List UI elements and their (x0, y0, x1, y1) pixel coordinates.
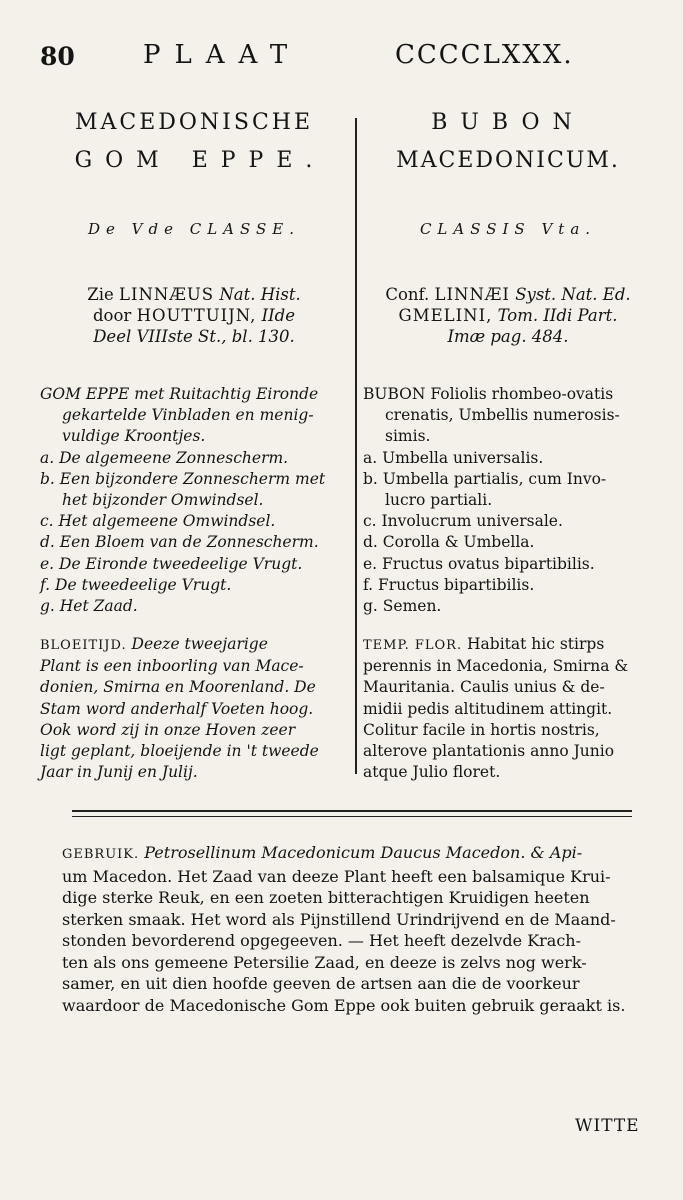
right-title-line1: BUBON (431, 110, 585, 135)
bloeitijd-line: Jaar in Junij en Julij. (40, 763, 198, 782)
plate-label: PLAAT (143, 40, 302, 70)
temp-flor-line: perennis in Macedonia, Smirna & (363, 657, 629, 676)
gebruik-label: GEBRUIK. (62, 847, 140, 862)
list-item: e. Fructus ovatus bipartibilis. (363, 554, 595, 573)
list-item: b. Een bijzondere Zonnescherm met (40, 469, 326, 488)
page-number: 80 (40, 42, 75, 71)
temp-flor-paragraph (363, 634, 653, 783)
gebruik-line: waardoor de Macedonische Gom Eppe ook buiten gebruik geraakt is. (62, 995, 626, 1015)
list-item: gekartelde Vinbladen en menig- (62, 406, 314, 425)
ref-line3: Deel VIIIste St., bl. 130. (93, 327, 295, 346)
ref-author: LINNÆI (434, 285, 510, 304)
list-item: a. Umbella universalis. (363, 448, 544, 467)
right-reference (363, 284, 653, 347)
ref-translator: HOUTTUIJN, (136, 306, 257, 325)
ref-line3: Imæ pag. 484. (447, 327, 569, 346)
temp-flor-line: midii pedis altitudinem attingit. (363, 699, 613, 718)
bloeitijd-line: ligt geplant, bloeijende in 't tweede (40, 742, 319, 761)
temp-flor-line: Colitur facile in hortis nostris, (363, 720, 600, 739)
temp-flor-line: atque Julio floret. (363, 763, 501, 782)
left-classe: De Vde CLASSE. (87, 220, 301, 238)
list-item: c. Het algemeene Omwindsel. (40, 512, 276, 531)
list-item: a. De algemeene Zonnescherm. (40, 448, 289, 467)
list-item: f. De tweedeelige Vrugt. (40, 575, 232, 594)
ref-editor: GMELINI, (398, 306, 493, 325)
bloeitijd-line: Ook word zij in onze Hoven zeer (40, 720, 296, 739)
gebruik-line: um Macedon. Het Zaad van deeze Plant heeft een balsamique Krui- (62, 866, 611, 886)
list-item: BUBON Foliolis rhombeo-ovatis (363, 385, 614, 403)
gebruik-line: Petrosellinum Macedonicum Daucus Macedon. & Api- (144, 843, 583, 862)
catchword: WITTE (575, 1116, 640, 1136)
left-reference (40, 284, 348, 347)
ref-deel: IIde (261, 306, 295, 325)
bloeitijd-label: BLOEITIJD. (40, 638, 127, 653)
list-item: crenatis, Umbellis numerosis- (385, 406, 620, 425)
left-description (40, 384, 348, 617)
ref-nat-hist: Nat. Hist. (219, 285, 301, 304)
list-item: simis. (385, 427, 431, 446)
temp-flor-label: TEMP. FLOR. (363, 638, 463, 653)
list-item: g. Het Zaad. (40, 597, 138, 616)
temp-flor-line: alterove plantationis anno Junio (363, 742, 615, 761)
bloeitijd-paragraph (40, 634, 348, 783)
right-title-line2: MACEDONICUM. (396, 148, 620, 173)
list-item: e. De Eironde tweedeelige Vrugt. (40, 554, 303, 573)
ref-author: LINNÆUS (119, 285, 215, 304)
list-item: GOM EPPE met Ruitachtig Eironde (40, 385, 319, 403)
temp-flor-line: Mauritania. Caulis unius & de- (363, 678, 605, 697)
right-description (363, 384, 653, 617)
left-title-line1: MACEDONISCHE (74, 110, 314, 135)
section-rule-bottom (72, 816, 632, 817)
list-item: d. Een Bloem van de Zonnescherm. (40, 533, 319, 552)
gebruik-paragraph (62, 842, 652, 1016)
list-item: g. Semen. (363, 597, 442, 616)
ref-door: door (92, 306, 132, 325)
bloeitijd-line: Deeze tweejarige (131, 635, 268, 653)
list-item: vuldige Kroontjes. (62, 427, 206, 446)
gebruik-line: stonden bevorderend opgegeeven. — Het heeft dezelvde Krach- (62, 931, 581, 950)
gebruik-line: sterken smaak. Het word als Pijnstillend Urindrijvend en de Maand- (62, 909, 616, 929)
list-item: d. Corolla & Umbella. (363, 533, 535, 552)
right-classe: CLASSIS Vta. (419, 220, 597, 238)
bloeitijd-line: donien, Smirna en Moorenland. De (40, 678, 316, 697)
ref-syst-nat: Syst. Nat. Ed. (515, 285, 631, 304)
bloeitijd-line: Stam word anderhalf Voeten hoog. (40, 699, 314, 718)
plate-number: CCCCLXXX. (395, 40, 574, 70)
ref-zie: Zie (87, 285, 114, 304)
list-item: b. Umbella partialis, cum Invo- (363, 469, 607, 488)
ref-conf: Conf. (385, 285, 430, 304)
column-divider (355, 118, 357, 774)
temp-flor-line: Habitat hic stirps (467, 635, 605, 653)
gebruik-line: samer, en uit dien hoofde geeven de artsen aan die de voorkeur (62, 974, 580, 993)
section-rule-top (72, 810, 632, 812)
list-item: f. Fructus bipartibilis. (363, 575, 535, 594)
bloeitijd-line: Plant is een inboorling van Mace- (40, 657, 304, 676)
left-title-line2: GOM EPPE. (74, 148, 326, 173)
list-item: het bijzonder Omwindsel. (62, 491, 264, 510)
gebruik-line: ten als ons gemeene Petersilie Zaad, en deeze is zelvs nog werk- (62, 952, 587, 972)
gebruik-line: dige sterke Reuk, en een zoeten bitterachtigen Kruidigen heeten (62, 888, 590, 907)
list-item: lucro partiali. (385, 491, 493, 510)
ref-tom: Tom. IIdi Part. (497, 306, 618, 325)
list-item: c. Involucrum universale. (363, 512, 563, 531)
